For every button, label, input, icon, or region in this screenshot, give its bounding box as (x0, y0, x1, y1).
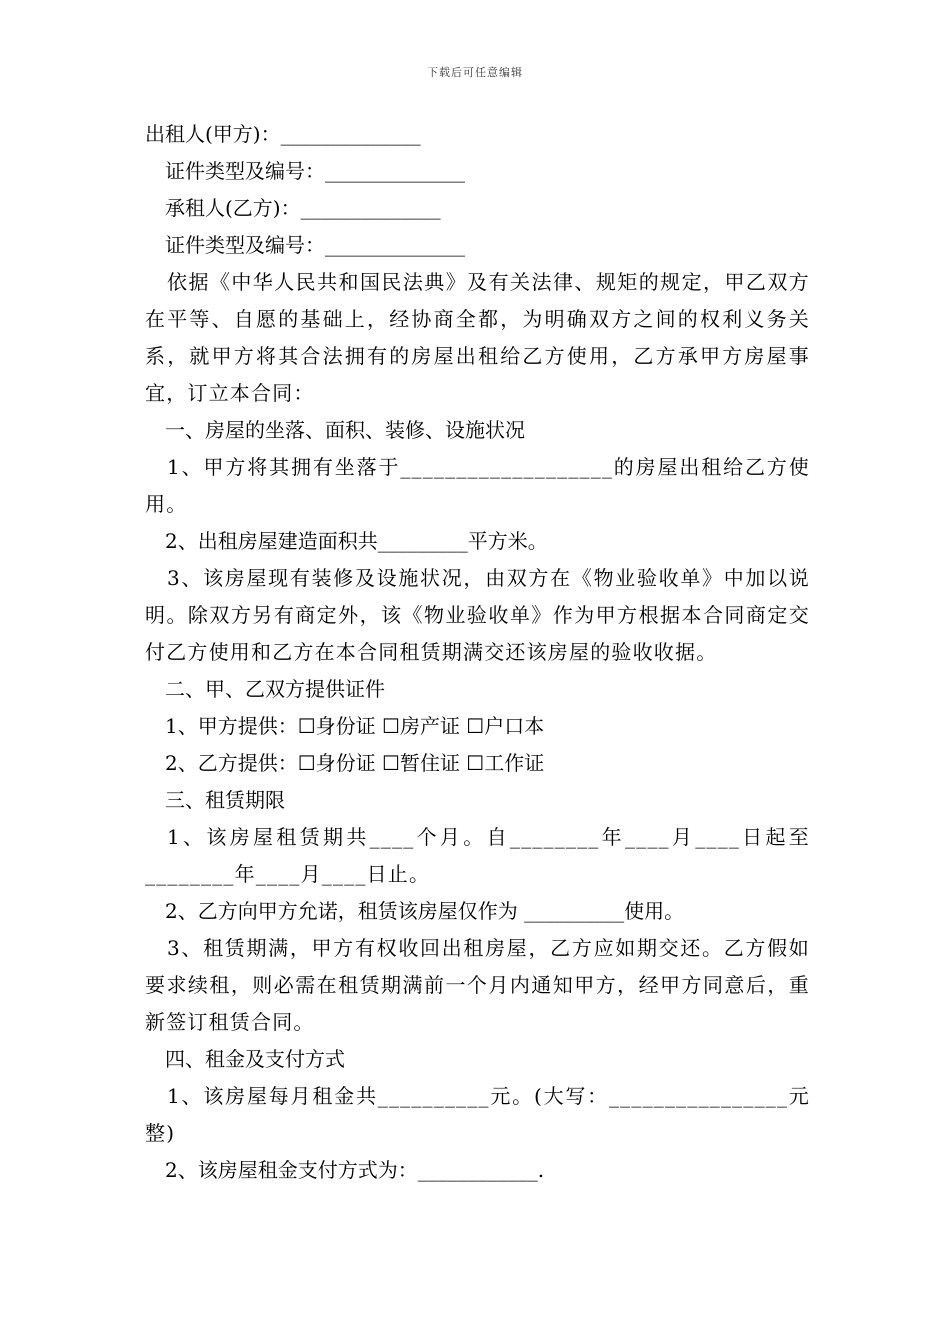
section-4-title: 四、租金及支付方式 (165, 1047, 345, 1071)
section-1-item-3: 3、该房屋现有装修及设施状况，由双方在《物业验收单》中加以说明。除双方另有商定外，该《物业验收单》作为甲方根据本合同商定交付乙方使用和乙方在本合同租赁期满交还该房屋的验收收据。 (145, 566, 810, 664)
lessor-id-line: 证件类型及编号：______________ (165, 159, 465, 183)
section-4-item-2: 2、该房屋租金支付方式为：____________. (165, 1158, 545, 1182)
section-3-item-2: 2、乙方向甲方允诺，租赁该房屋仅作为 __________使用。 (165, 899, 685, 923)
section-3-item-1: 1、该房屋租赁期共____个月。自________年____月____日起至________年____月____日止。 (145, 825, 810, 886)
section-1-item-1: 1、甲方将其拥有坐落于___________________的房屋出租给乙方使用。 (145, 455, 810, 516)
section-2-item-2: 2、乙方提供：☐身份证 ☐暂住证 ☐工作证 (165, 751, 545, 775)
lessor-line: 出租人(甲方)：______________ (145, 122, 421, 146)
lessee-id-line: 证件类型及编号：______________ (165, 233, 465, 257)
contract-body (145, 116, 810, 1189)
preamble-paragraph: 依据《中华人民共和国民法典》及有关法律、规矩的规定，甲乙双方在平等、自愿的基础上，经协商全都，为明确双方之间的权利义务关系，就甲方将其合法拥有的房屋出租给乙方使用，乙方承甲方房屋事宜，订立本合同： (145, 270, 810, 405)
section-3-title: 三、租赁期限 (165, 788, 285, 812)
section-2-title: 二、甲、乙双方提供证件 (165, 677, 385, 701)
section-1-title: 一、房屋的坐落、面积、装修、设施状况 (165, 418, 525, 442)
section-1-item-2: 2、出租房屋建造面积共_________平方米。 (165, 529, 548, 553)
section-2-item-1: 1、甲方提供：☐身份证 ☐房产证 ☐户口本 (165, 714, 545, 738)
section-3-item-3: 3、租赁期满，甲方有权收回出租房屋，乙方应如期交还。乙方假如要求续租，则必需在租赁期满前一个月内通知甲方，经甲方同意后，重新签订租赁合同。 (145, 936, 810, 1034)
lessee-line: 承租人(乙方)：______________ (165, 196, 441, 220)
page-header-note: 下载后可任意编辑 (427, 66, 523, 79)
section-4-item-1: 1、该房屋每月租金共__________元。(大写：________________元整) (145, 1084, 810, 1145)
